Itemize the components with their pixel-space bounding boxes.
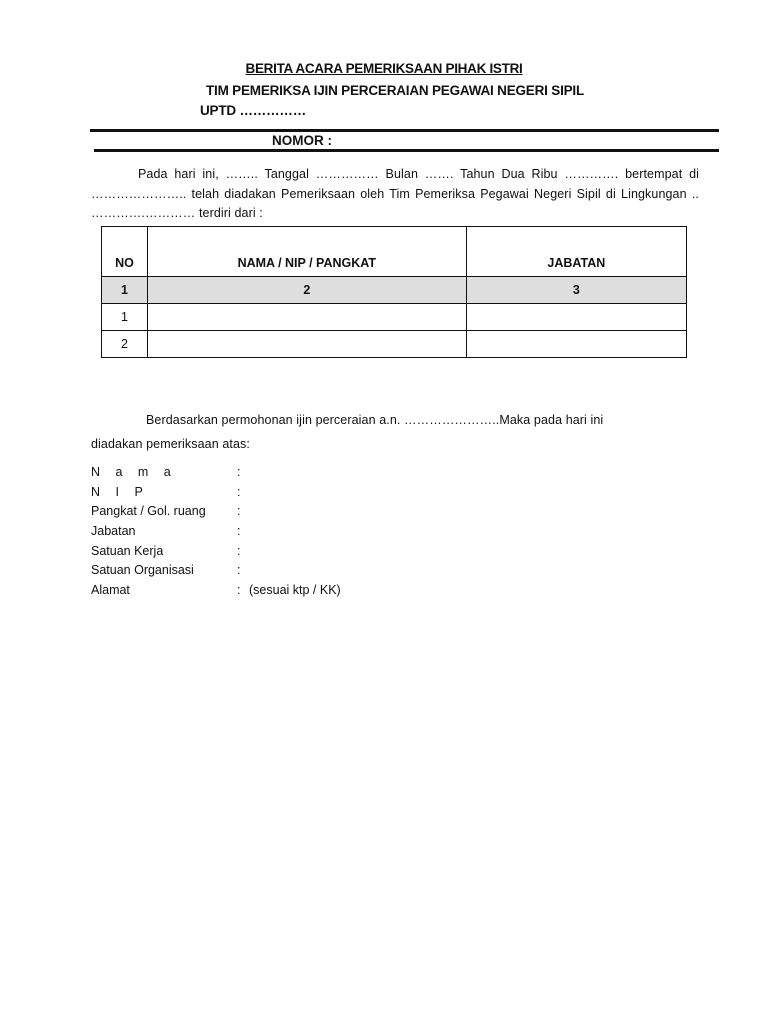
- table-header-row: [102, 227, 687, 277]
- nomor-label: NOMOR :: [272, 133, 332, 148]
- field-colon: :: [237, 465, 241, 479]
- header-nama: NAMA / NIP / PANGKAT: [147, 227, 466, 277]
- field-label: Jabatan: [91, 524, 136, 539]
- row-no: 2: [102, 331, 148, 358]
- header-rule-bottom: [94, 149, 719, 152]
- basis-continuation: diadakan pemeriksaan atas:: [91, 436, 250, 451]
- field-colon: :: [237, 484, 241, 499]
- field-label: Alamat: [91, 583, 130, 598]
- field-value[interactable]: (sesuai ktp / KK): [249, 583, 341, 598]
- field-colon: :: [237, 543, 241, 558]
- row-no: 1: [102, 304, 148, 331]
- header-jabatan: JABATAN: [466, 227, 686, 277]
- header-no: NO: [102, 227, 148, 277]
- column-number: 3: [466, 277, 686, 304]
- row-nama[interactable]: [147, 331, 466, 358]
- intro-text: Pada hari ini, …….. Tanggal …………… Bulan ……. Tahun Dua Ribu …………. bertempat di ………………….. telah diadakan Pemeriksaan oleh Tim Pemeriksa Pegawai Negeri Sipil di Lingkungan .. ………….………… terdiri dari :: [91, 167, 699, 220]
- table-row: [102, 304, 687, 331]
- header-rule-top: [90, 129, 719, 132]
- column-number: 1: [102, 277, 148, 304]
- field-label: N I P: [91, 484, 149, 499]
- row-jabatan[interactable]: [466, 304, 686, 331]
- field-colon: :: [237, 583, 241, 598]
- field-label: Pangkat / Gol. ruang: [91, 504, 206, 519]
- intro-paragraph: [91, 165, 699, 224]
- row-nama[interactable]: [147, 304, 466, 331]
- examiners-table: [101, 226, 687, 358]
- uptd-line: UPTD ……………: [200, 103, 307, 118]
- basis-paragraph: [91, 411, 699, 454]
- column-number-row: [102, 277, 687, 304]
- document-title: BERITA ACARA PEMERIKSAAN PIHAK ISTRI: [245, 61, 523, 76]
- field-colon: :: [237, 524, 241, 539]
- basis-text: Berdasarkan permohonan ijin perceraian a.n. …………………..Maka pada hari ini: [146, 413, 604, 427]
- field-label: N a m a: [91, 465, 177, 479]
- document-subtitle: TIM PEMERIKSA IJIN PERCERAIAN PEGAWAI NEGERI SIPIL: [205, 83, 585, 98]
- column-number: 2: [147, 277, 466, 304]
- row-jabatan[interactable]: [466, 331, 686, 358]
- table-row: [102, 331, 687, 358]
- field-colon: :: [237, 504, 241, 519]
- field-colon: :: [237, 563, 241, 578]
- field-label: Satuan Organisasi: [91, 563, 194, 578]
- field-label: Satuan Kerja: [91, 543, 164, 558]
